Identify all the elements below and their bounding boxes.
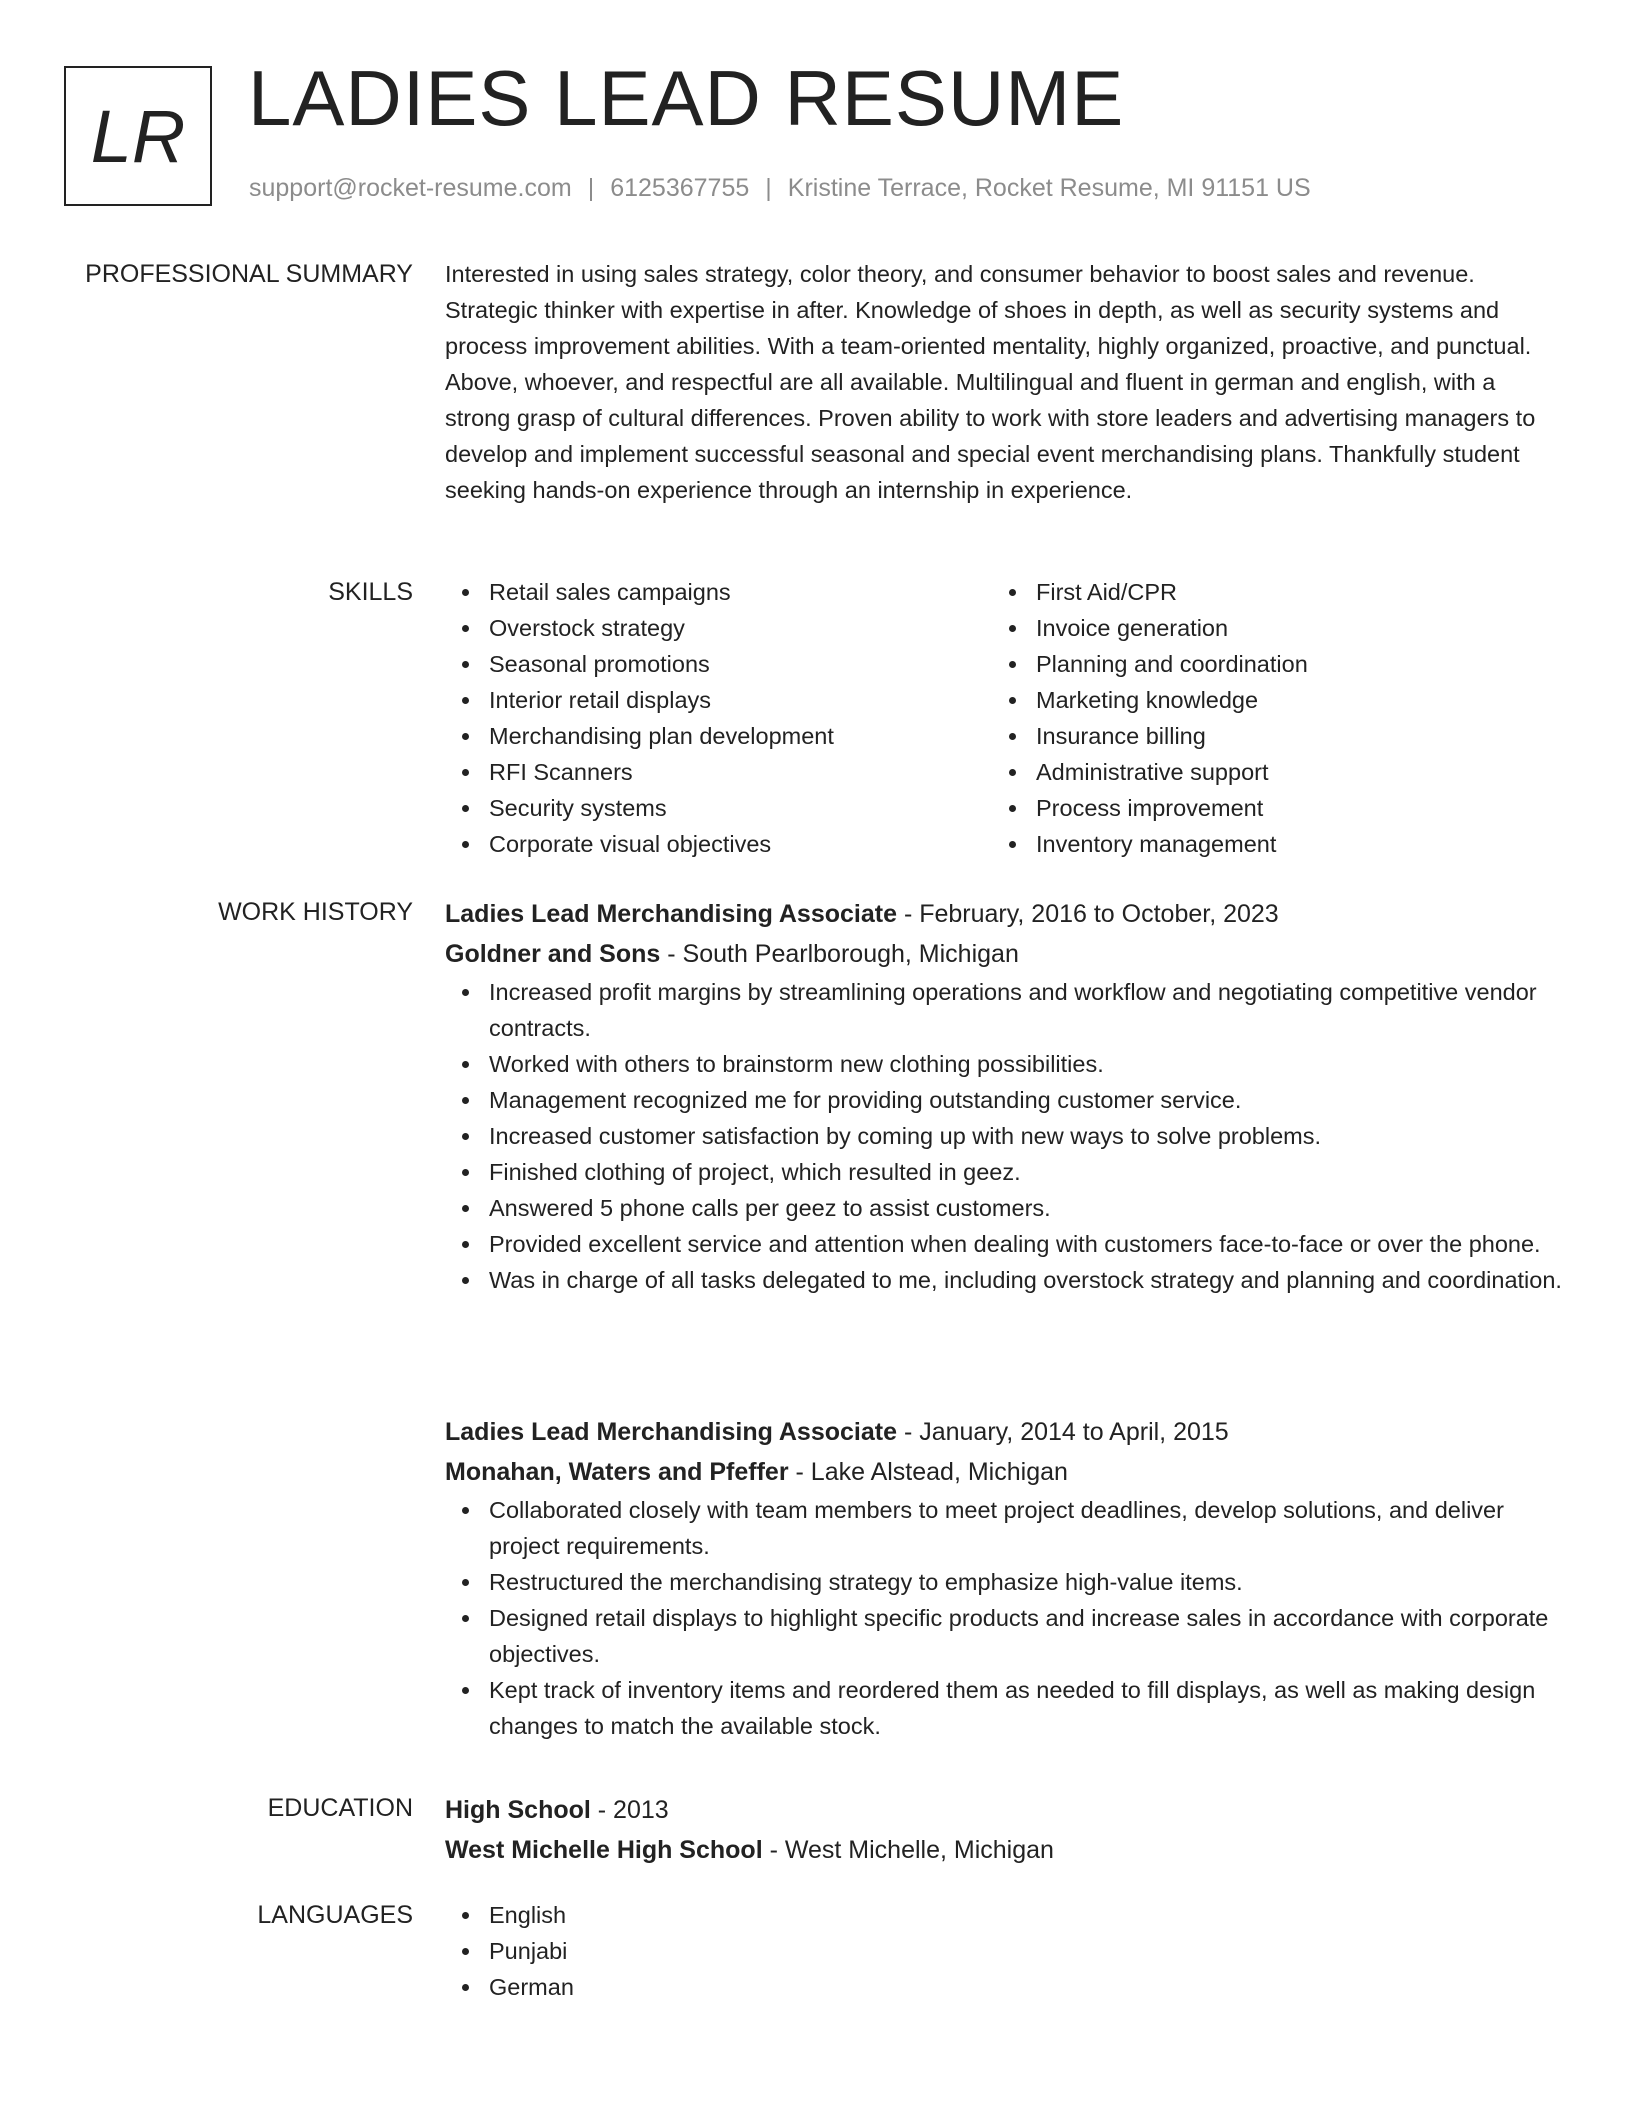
- language-item: English: [445, 1897, 1565, 1933]
- education-school: West Michelle High School: [445, 1836, 763, 1864]
- job-bullet: Finished clothing of project, which resulted in geez.: [445, 1154, 1565, 1190]
- job-title-line: [445, 894, 1565, 934]
- section-label-education: EDUCATION: [267, 1794, 413, 1822]
- skill-item: Administrative support: [992, 754, 1539, 790]
- job-dates: - February, 2016 to October, 2023: [897, 900, 1279, 928]
- section-label-work-history: WORK HISTORY: [218, 898, 413, 926]
- education-degree-line: [445, 1790, 1565, 1830]
- job-bullet: Collaborated closely with team members to meet project deadlines, develop solutions, and deliver project requirements.: [445, 1492, 1565, 1564]
- skill-item: RFI Scanners: [445, 754, 992, 790]
- work-history-content: [445, 894, 1565, 1298]
- skill-item: Overstock strategy: [445, 610, 992, 646]
- job-company: Goldner and Sons: [445, 940, 661, 968]
- job-bullet-list: [445, 974, 1565, 1298]
- skill-item: Interior retail displays: [445, 682, 992, 718]
- education-degree: High School: [445, 1796, 591, 1824]
- languages-content: [445, 1897, 1565, 2005]
- job-location: - Lake Alstead, Michigan: [788, 1458, 1068, 1486]
- skill-item: Security systems: [445, 790, 992, 826]
- skills-list-left: [445, 574, 992, 862]
- education-content: [445, 1790, 1565, 1870]
- contact-email: support@rocket-resume.com: [249, 174, 572, 202]
- skill-item: First Aid/CPR: [992, 574, 1539, 610]
- education-location: - West Michelle, Michigan: [762, 1836, 1054, 1864]
- contact-separator: |: [765, 174, 772, 202]
- skill-item: Corporate visual objectives: [445, 826, 992, 862]
- education-school-line: [445, 1830, 1565, 1870]
- section-label-languages: LANGUAGES: [257, 1901, 413, 1929]
- job-company-line: [445, 934, 1565, 974]
- job-bullet: Increased profit margins by streamlining operations and workflow and negotiating competitive vendor contracts.: [445, 974, 1565, 1046]
- job-bullet: Was in charge of all tasks delegated to me, including overstock strategy and planning and coordination.: [445, 1262, 1565, 1298]
- job-title: Ladies Lead Merchandising Associate: [445, 900, 897, 928]
- section-label-summary: PROFESSIONAL SUMMARY: [85, 260, 413, 288]
- summary-content: [445, 256, 1565, 508]
- resume-name: LADIES LEAD RESUME: [248, 54, 1125, 142]
- summary-text: Interested in using sales strategy, color theory, and consumer behavior to boost sales and revenue. Strategic thinker with expertise in after. Knowledge of shoes in depth, as well as security systems and process improvement abilities. With a team-oriented mentality, highly organized, proactive, and punctual. Above, whoever, and respectful are all available. Multilingual and fluent in german and english, with a strong grasp of cultural differences. Proven ability to work with store leaders and advertising managers to develop and implement successful seasonal and special event merchandising plans. Thankfully student seeking hands-on experience through an internship in experience.: [445, 261, 1536, 503]
- skill-item: Inventory management: [992, 826, 1539, 862]
- job-bullet: Designed retail displays to highlight specific products and increase sales in accordance with corporate objectives.: [445, 1600, 1565, 1672]
- job-company-line: [445, 1452, 1565, 1492]
- job-entry: [445, 1412, 1565, 1744]
- language-item: Punjabi: [445, 1933, 1565, 1969]
- skill-item: Invoice generation: [992, 610, 1539, 646]
- skill-item: Merchandising plan development: [445, 718, 992, 754]
- job-bullet: Answered 5 phone calls per geez to assist customers.: [445, 1190, 1565, 1226]
- skill-item: Marketing knowledge: [992, 682, 1539, 718]
- job-bullet: Increased customer satisfaction by coming up with new ways to solve problems.: [445, 1118, 1565, 1154]
- job-company: Monahan, Waters and Pfeffer: [445, 1458, 789, 1486]
- skill-item: Insurance billing: [992, 718, 1539, 754]
- monogram-logo: LR: [64, 66, 212, 206]
- languages-list: [445, 1897, 1565, 2005]
- job-bullet: Worked with others to brainstorm new clothing possibilities.: [445, 1046, 1565, 1082]
- skill-item: Retail sales campaigns: [445, 574, 992, 610]
- job-entry: [445, 894, 1565, 1298]
- work-history-content: [445, 1412, 1565, 1744]
- education-year: - 2013: [590, 1796, 669, 1824]
- contact-separator: |: [587, 174, 595, 202]
- skill-item: Process improvement: [992, 790, 1539, 826]
- section-label-skills: SKILLS: [328, 578, 413, 606]
- skills-list-right: [992, 574, 1539, 862]
- job-location: - South Pearlborough, Michigan: [660, 940, 1019, 968]
- job-title: Ladies Lead Merchandising Associate: [445, 1418, 897, 1446]
- contact-line: [249, 174, 1311, 203]
- job-title-line: [445, 1412, 1565, 1452]
- skill-item: Planning and coordination: [992, 646, 1539, 682]
- job-bullet: Kept track of inventory items and reordered them as needed to fill displays, as well as making design changes to match the available stock.: [445, 1672, 1565, 1744]
- language-item: German: [445, 1969, 1565, 2005]
- contact-address: Kristine Terrace, Rocket Resume, MI 91151 US: [787, 174, 1311, 202]
- job-bullet: Restructured the merchandising strategy to emphasize high-value items.: [445, 1564, 1565, 1600]
- job-bullet-list: [445, 1492, 1565, 1744]
- contact-phone: 6125367755: [610, 174, 750, 202]
- job-bullet: Management recognized me for providing outstanding customer service.: [445, 1082, 1565, 1118]
- job-dates: - January, 2014 to April, 2015: [897, 1418, 1229, 1446]
- skill-item: Seasonal promotions: [445, 646, 992, 682]
- job-bullet: Provided excellent service and attention when dealing with customers face-to-face or over the phone.: [445, 1226, 1565, 1262]
- skills-grid: [445, 574, 1565, 862]
